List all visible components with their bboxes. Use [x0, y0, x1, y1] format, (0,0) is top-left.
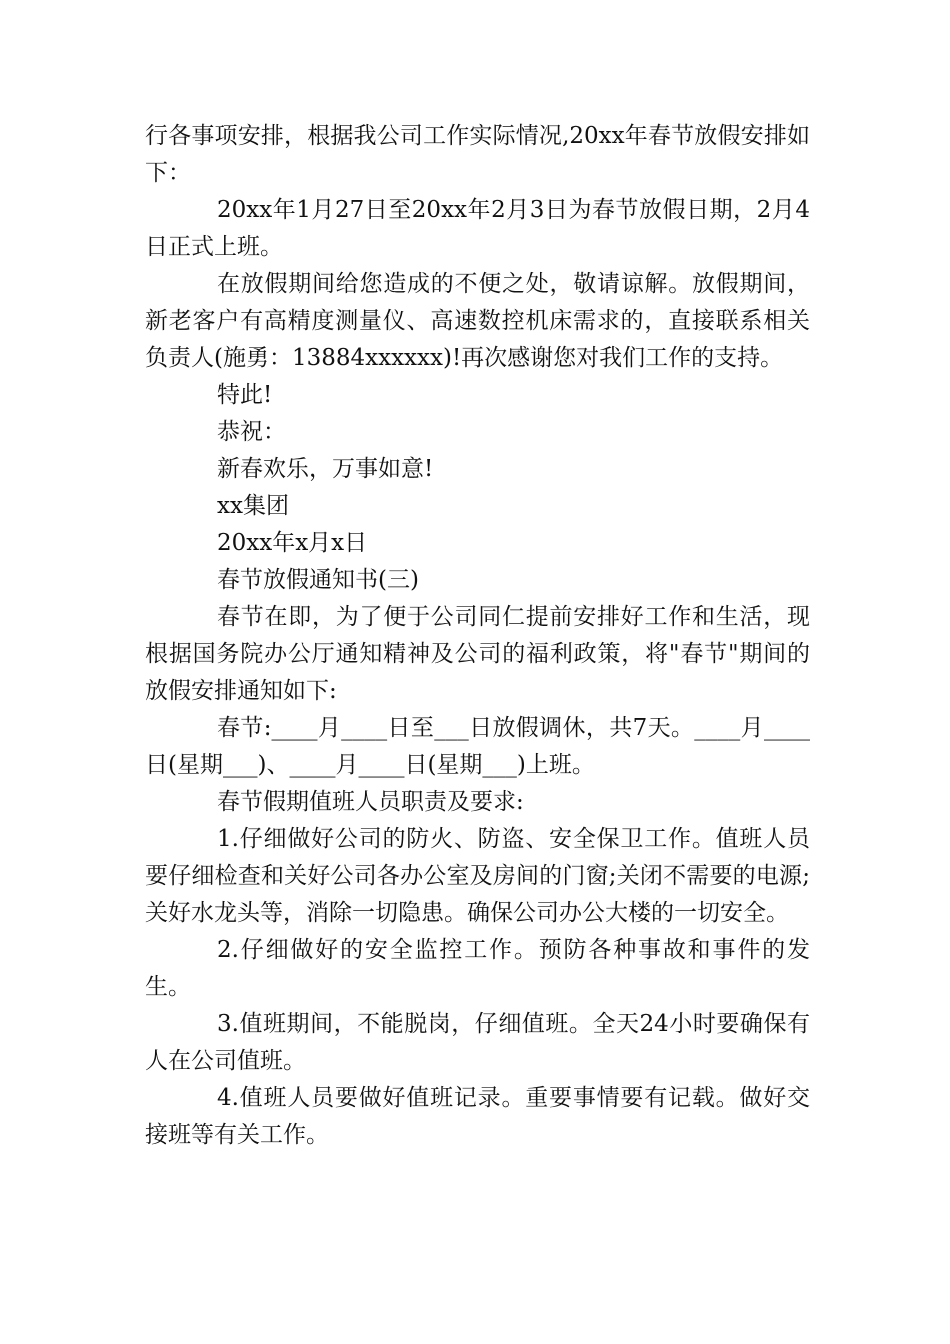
paragraph-schedule: 春节:____月____日至___日放假调休，共7天。____月____日(星期___)、____月____日(星期___)上班。: [145, 715, 810, 778]
paragraph-wishes: 新春欢乐，万事如意!: [217, 456, 434, 482]
paragraph-duty-heading: 春节假期值班人员职责及要求:: [217, 789, 524, 815]
section-title: 春节放假通知书(三): [217, 567, 419, 593]
paragraph-closing-hereby: 特此!: [217, 382, 273, 408]
signature-date: 20xx年x月x日: [217, 530, 368, 556]
paragraph-apology-contact: 在放假期间给您造成的不便之处，敬请谅解。放假期间，新老客户有高精度测量仪、高速数控机床需求的，直接联系相关负责人(施勇：13884xxxxxx)!再次感谢您对我们工作的支持。: [145, 271, 810, 371]
duty-item-2: 2.仔细做好的安全监控工作。预防各种事故和事件的发生。: [145, 937, 810, 1000]
paragraph-greeting: 恭祝：: [217, 419, 286, 445]
paragraph-intro: 春节在即，为了便于公司同仁提前安排好工作和生活，现根据国务院办公厅通知精神及公司的福利政策，将"春节"期间的放假安排通知如下:: [145, 604, 810, 704]
signature-company: xx集团: [217, 493, 289, 519]
document-body: [145, 118, 810, 1154]
duty-item-1: 1.仔细做好公司的防火、防盗、安全保卫工作。值班人员要仔细检查和关好公司各办公室及房间的门窗;关闭不需要的电源;关好水龙头等，消除一切隐患。确保公司办公大楼的一切安全。: [145, 826, 810, 926]
paragraph-continuation: 行各事项安排，根据我公司工作实际情况,20xx年春节放假安排如下：: [145, 123, 810, 186]
duty-item-3: 3.值班期间，不能脱岗，仔细值班。全天24小时要确保有人在公司值班。: [145, 1011, 810, 1074]
paragraph-holiday-dates: 20xx年1月27日至20xx年2月3日为春节放假日期，2月4日正式上班。: [145, 197, 810, 260]
duty-item-4: 4.值班人员要做好值班记录。重要事情要有记载。做好交接班等有关工作。: [145, 1085, 810, 1148]
